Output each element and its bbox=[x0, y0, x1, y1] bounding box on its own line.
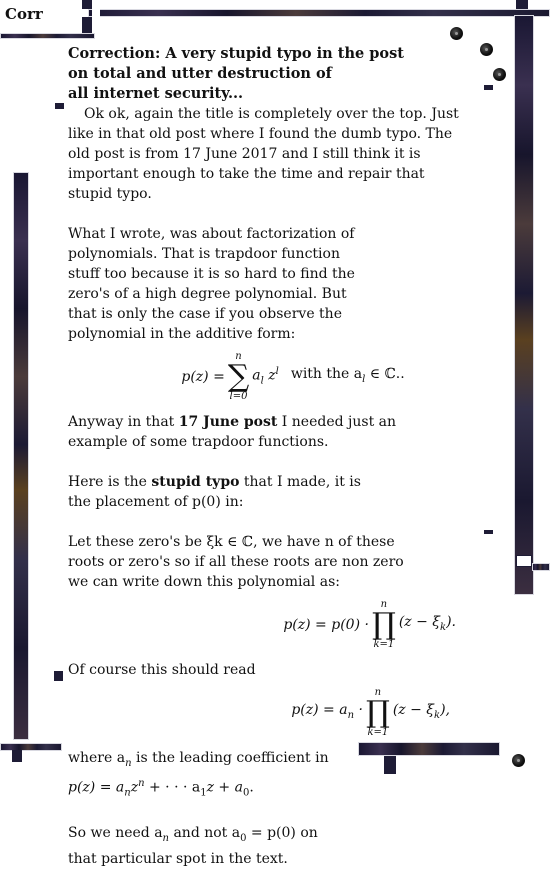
paragraph-typo: Here is the stupid typo that I made, it is the placement of p(0) in: bbox=[68, 474, 361, 510]
ornament-square bbox=[54, 671, 63, 681]
corner-square bbox=[82, 17, 92, 33]
product-upper-limit: n bbox=[374, 687, 382, 698]
formula-lhs: $p(z) = a_n$ · bbox=[291, 702, 363, 721]
bottom-left-bar bbox=[0, 743, 62, 751]
paragraph-conclusion: So we need $a_n$ and not $a_0 = p(0)$ on that particular spot in the text. bbox=[68, 825, 318, 868]
corner-square bbox=[516, 0, 528, 9]
corner-square bbox=[12, 750, 22, 762]
paragraph-correction: Of course this should read bbox=[68, 662, 256, 678]
formula-product-correct bbox=[68, 688, 478, 738]
paragraph-factorization: What I wrote, was about factorization of polynomials. That is trapdoor function stuff too because it is so hard to find the zero's of a high degree polynomial. But that is only the case if you observe the polynomial in the additive form: bbox=[68, 226, 355, 342]
top-left-bar bbox=[0, 33, 95, 39]
sum-upper-limit: n bbox=[235, 351, 242, 362]
sum-lower-limit: l=0 bbox=[229, 391, 248, 402]
corner-square bbox=[92, 9, 100, 17]
left-border-bar bbox=[13, 172, 29, 740]
formula-lhs: p(z) = bbox=[181, 369, 225, 385]
ornament-dot bbox=[480, 43, 493, 56]
ornament-square bbox=[484, 530, 493, 534]
product-symbol: n ∏ k=1 bbox=[365, 687, 390, 738]
formula-term: $a_l$ $z^l$ bbox=[252, 366, 279, 387]
ornament-square bbox=[484, 85, 493, 90]
paragraph-leading-coefficient: where $a_n$ is the leading coefficient in $p(z) = a_nz^n$ + · · · $a_1z + a_0$. bbox=[68, 750, 329, 799]
post-title-line: Correction: A very stupid typo in the post bbox=[68, 45, 404, 62]
formula-product-wrong bbox=[68, 600, 478, 650]
formula-factor: $(z - \xi_k)$, bbox=[392, 702, 450, 721]
ornament-dot bbox=[512, 754, 525, 767]
top-border-bar bbox=[88, 9, 550, 17]
ornament-square bbox=[55, 103, 64, 109]
formula-lhs: p(z) = p(0) · bbox=[283, 617, 369, 633]
ornament-dot bbox=[493, 68, 506, 81]
paragraph-intro: Ok ok, again the title is completely over the top. Just like in that old post where I found the dumb typo. The old post is from 17 June 2017 and I still think it is important enough to take the time and repair that stupid typo. bbox=[68, 106, 459, 202]
right-side-segment bbox=[532, 563, 550, 571]
corner-square bbox=[82, 0, 92, 9]
ornament-dot bbox=[450, 27, 463, 40]
right-border-bar bbox=[514, 15, 534, 595]
sum-symbol: n ∑ l=0 bbox=[227, 351, 250, 402]
post-title bbox=[68, 44, 478, 104]
product-lower-limit: k=1 bbox=[367, 727, 389, 738]
post-title-line: all internet security... bbox=[68, 85, 244, 102]
formula-factor: $(z - \xi_k)$. bbox=[398, 614, 456, 633]
product-upper-limit: n bbox=[380, 599, 388, 610]
corner-label: Corr bbox=[5, 5, 43, 23]
product-lower-limit: k=1 bbox=[373, 639, 395, 650]
post-title-line: on total and utter destruction of bbox=[68, 65, 332, 82]
formula-additive-form bbox=[68, 352, 478, 402]
post-content bbox=[68, 44, 478, 889]
product-symbol: n ∏ k=1 bbox=[371, 599, 396, 650]
paragraph-zeros: Let these zero's be ξk ∈ ℂ, we have n of these roots or zero's so if all these roots are non zero we can write down this polynomial as: bbox=[68, 534, 404, 590]
formula-tail: with the $a_l$ ∈ ℂ.. bbox=[290, 366, 405, 385]
paragraph-june-post: Anyway in that 17 June post I needed just an example of some trapdoor functions. bbox=[68, 414, 397, 450]
right-square bbox=[516, 555, 532, 567]
